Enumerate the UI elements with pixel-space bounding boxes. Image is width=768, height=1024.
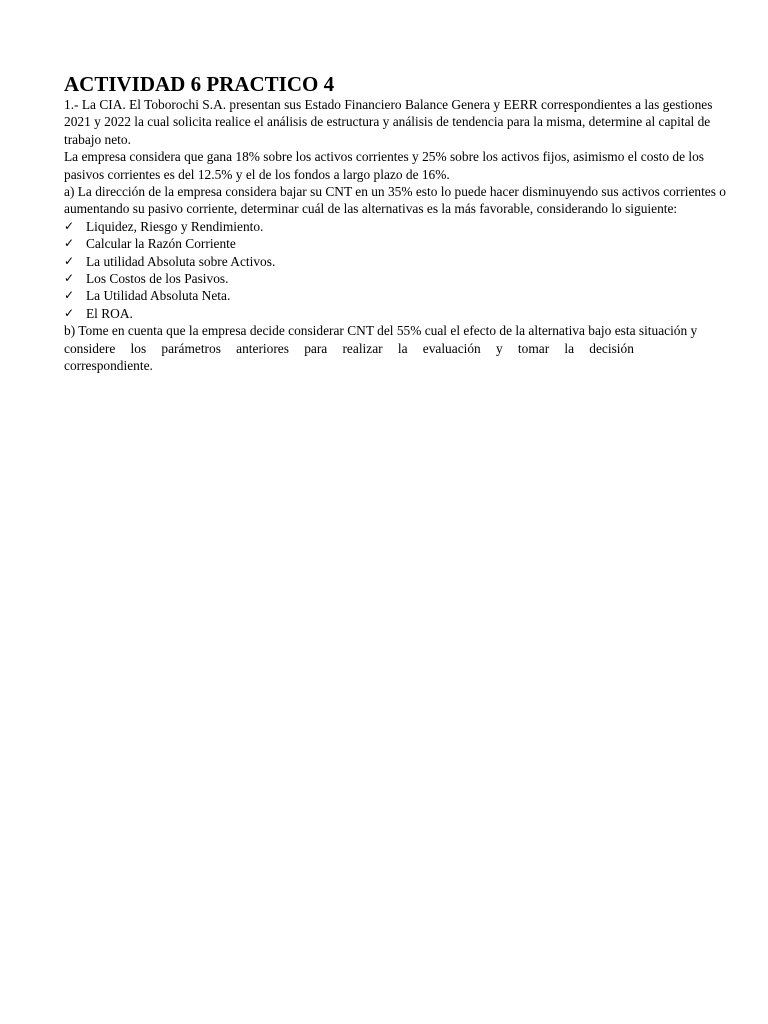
checkmark-icon: ✓ bbox=[64, 236, 75, 251]
checklist-item bbox=[64, 287, 768, 304]
checklist-item bbox=[64, 253, 768, 270]
checklist-item-label: La Utilidad Absoluta Neta. bbox=[86, 288, 231, 304]
word: tomar bbox=[517, 340, 550, 356]
checklist-item bbox=[64, 235, 768, 252]
word: evaluación bbox=[422, 340, 481, 356]
checkmark-icon: ✓ bbox=[64, 271, 75, 286]
checklist-item bbox=[64, 218, 768, 235]
checkmark-icon: ✓ bbox=[64, 253, 75, 268]
checkmark-icon: ✓ bbox=[64, 305, 75, 320]
paragraph-4 bbox=[64, 322, 768, 374]
checklist-item-label: Los Costos de los Pasivos. bbox=[86, 271, 229, 287]
paragraph-line: trabajo neto. bbox=[64, 131, 131, 147]
document-page bbox=[64, 72, 768, 375]
paragraph-1 bbox=[64, 96, 768, 148]
paragraph-line: correspondiente. bbox=[64, 358, 153, 374]
checklist-item bbox=[64, 305, 768, 322]
checklist-item bbox=[64, 270, 768, 287]
checklist-item-label: Calcular la Razón Corriente bbox=[86, 236, 236, 252]
word: la bbox=[564, 340, 575, 356]
word: para bbox=[304, 340, 328, 356]
justified-line bbox=[64, 340, 634, 357]
paragraph-line: 1.- La CIA. El Toborochi S.A. presentan sus Estado Financiero Balance Genera y EERR correspondientes a las gestiones bbox=[64, 97, 713, 112]
checklist bbox=[64, 218, 768, 322]
word: parámetros bbox=[161, 340, 221, 356]
paragraph-line: 2021 y 2022 la cual solicita realice el análisis de estructura y análisis de tendencia para la misma, determine al capital de bbox=[64, 114, 711, 130]
word: los bbox=[130, 340, 147, 356]
word: decisión bbox=[589, 340, 634, 356]
word: anteriores bbox=[236, 340, 289, 356]
word: realizar bbox=[342, 340, 383, 356]
checklist-item-label: El ROA. bbox=[86, 305, 133, 321]
checkmark-icon: ✓ bbox=[64, 218, 75, 233]
word: considere bbox=[64, 340, 116, 356]
checklist-item-label: Liquidez, Riesgo y Rendimiento. bbox=[86, 218, 264, 234]
paragraph-line: La empresa considera que gana 18% sobre los activos corrientes y 25% sobre los activos fijos, asimismo el costo de los bbox=[64, 149, 704, 165]
paragraph-line: b) Tome en cuenta que la empresa decide considerar CNT del 55% cual el efecto de la alternativa bajo esta situación y bbox=[64, 323, 698, 339]
word: y bbox=[495, 340, 503, 356]
document-title: ACTIVIDAD 6 PRACTICO 4 bbox=[64, 72, 335, 96]
checkmark-icon: ✓ bbox=[64, 288, 75, 303]
checklist-item-label: La utilidad Absoluta sobre Activos. bbox=[86, 253, 276, 269]
paragraph-line: pasivos corrientes es del 12.5% y el de los fondos a largo plazo de 16%. bbox=[64, 166, 450, 182]
paragraph-line: a) La dirección de la empresa considera bajar su CNT en un 35% esto lo puede hacer disminuyendo sus activos corrientes o bbox=[64, 184, 726, 200]
paragraph-line: aumentando su pasivo corriente, determinar cuál de las alternativas es la más favorable, considerando lo siguiente: bbox=[64, 201, 678, 217]
word: la bbox=[397, 340, 408, 356]
paragraph-3 bbox=[64, 183, 768, 218]
paragraph-2 bbox=[64, 148, 768, 183]
